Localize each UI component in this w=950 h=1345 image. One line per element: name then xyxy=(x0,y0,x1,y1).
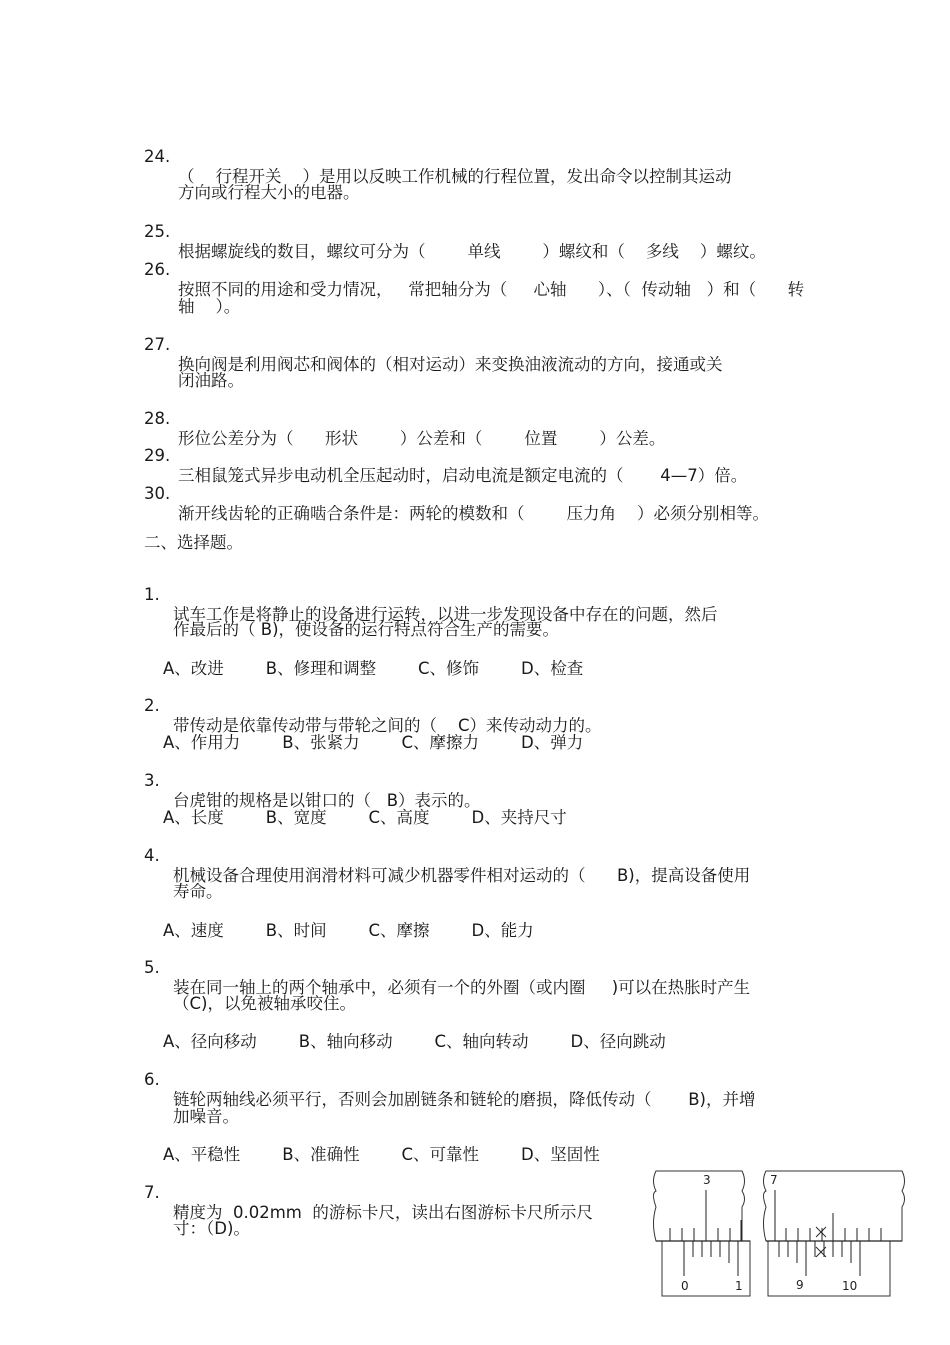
c7-text-2: 寸：（D)。 xyxy=(173,1219,250,1238)
c7-number: 7. xyxy=(144,1183,160,1202)
c4-options-row xyxy=(0,901,534,941)
c1-text-2: 作最后的（ B)，使设备的运行特点符合生产的需要。 xyxy=(173,620,560,639)
left-vernier-label-0: 0 xyxy=(681,1279,689,1293)
right-main-scale-label: 7 xyxy=(770,1173,778,1187)
section-title: 二、选择题。 xyxy=(144,533,243,552)
c5-options-row xyxy=(0,1012,666,1052)
q26-text-2: 轴 ）。 xyxy=(178,297,241,316)
q28-text-1: 形位公差分为（ 形状 ）公差和（ 位置 ）公差。 xyxy=(178,429,666,448)
c4-line-2 xyxy=(0,862,223,902)
q27-text-1: 换向阀是利用阀芯和阀体的（相对运动）来变换油液流动的方向，接通或关 xyxy=(178,355,723,374)
q24-line-2 xyxy=(0,163,360,203)
c5-number: 5. xyxy=(144,958,160,977)
q27-text-2: 闭油路。 xyxy=(178,371,244,390)
q24-number: 24. xyxy=(144,147,171,166)
q25-number: 25. xyxy=(144,222,171,241)
vernier-caliper-figure xyxy=(650,1163,910,1303)
c4-text-1: 机械设备合理使用润滑材料可减少机器零件相对运动的（ B)，提高设备使用 xyxy=(173,866,751,885)
caliper-right-panel xyxy=(764,1171,905,1296)
c1-options: A、改进 B、修理和调整 C、修饰 D、检查 xyxy=(163,659,584,678)
left-vernier-label-1: 1 xyxy=(735,1279,743,1293)
q24-text-2: 方向或行程大小的电器。 xyxy=(178,183,360,202)
c1-text-1: 试车工作是将静止的设备进行运转，以进一步发现设备中存在的问题，然后 xyxy=(173,605,718,624)
q29-number: 29. xyxy=(144,446,171,465)
section-title-row xyxy=(0,513,243,553)
caliper-left-panel xyxy=(654,1171,751,1296)
q28-number: 28. xyxy=(144,409,171,428)
c4-number: 4. xyxy=(144,846,160,865)
c6-text-1: 链轮两轴线必须平行，否则会加剧链条和链轮的磨损，降低传动（ B)，并增 xyxy=(173,1090,756,1109)
c3-number: 3. xyxy=(144,771,160,790)
c5-text-1: 装在同一轴上的两个轴承中，必须有一个的外圈（或内圈 )可以在热胀时产生 xyxy=(173,978,751,997)
left-main-scale-label: 3 xyxy=(703,1173,711,1187)
c6-options: A、平稳性 B、准确性 C、可靠性 D、坚固性 xyxy=(163,1145,600,1164)
c4-text-2: 寿命。 xyxy=(173,882,223,901)
q27-number: 27. xyxy=(144,335,171,354)
c5-options: A、径向移动 B、轴向移动 C、轴向转动 D、径向跳动 xyxy=(163,1032,666,1051)
right-vernier-label-9: 9 xyxy=(796,1278,804,1292)
q30-text-1: 渐开线齿轮的正确啮合条件是：两轮的模数和（ 压力角 ）必须分别相等。 xyxy=(178,504,769,523)
c2-options: A、作用力 B、张紧力 C、摩擦力 D、弹力 xyxy=(163,733,584,752)
c6-text-2: 加噪音。 xyxy=(173,1107,239,1126)
c4-options: A、速度 B、时间 C、摩擦 D、能力 xyxy=(163,921,534,940)
q25-text-1: 根据螺旋线的数目，螺纹可分为（ 单线 ）螺纹和（ 多线 ）螺纹。 xyxy=(178,242,766,261)
q30-number: 30. xyxy=(144,484,171,503)
c2-text-1: 带传动是依靠传动带与带轮之间的（ C）来传动动力的。 xyxy=(173,716,602,735)
q29-text-1: 三相鼠笼式异步电动机全压起动时，启动电流是额定电流的（ 4—7）倍。 xyxy=(178,466,748,485)
q27-line-2 xyxy=(0,351,244,391)
c7-line-2 xyxy=(0,1199,250,1239)
c1-number: 1. xyxy=(144,585,160,604)
c5-text-2: （C)，以免被轴承咬住。 xyxy=(173,994,356,1013)
q26-line-2 xyxy=(0,277,241,317)
c1-options-row xyxy=(0,639,584,679)
q26-number: 26. xyxy=(144,260,171,279)
c3-text-1: 台虎钳的规格是以钳口的（ B）表示的。 xyxy=(173,791,481,810)
c6-options-row xyxy=(0,1125,600,1165)
c3-options: A、长度 B、宽度 C、高度 D、夹持尺寸 xyxy=(163,808,567,827)
c6-line-2 xyxy=(0,1087,239,1127)
c7-text-1: 精度为 0.02mm 的游标卡尺，读出右图游标卡尺所示尺 xyxy=(173,1203,593,1222)
q24-text-1: （ 行程开关 ）是用以反映工作机械的行程位置，发出命令以控制其运动 xyxy=(178,167,732,186)
q26-text-1: 按照不同的用途和受力情况， 常把轴分为（ 心轴 ）、（ 传动轴 ）和（ 转 xyxy=(178,280,805,299)
c6-number: 6. xyxy=(144,1070,160,1089)
right-vernier-label-10: 10 xyxy=(842,1279,858,1293)
c2-number: 2. xyxy=(144,696,160,715)
c5-line-2 xyxy=(0,974,356,1014)
